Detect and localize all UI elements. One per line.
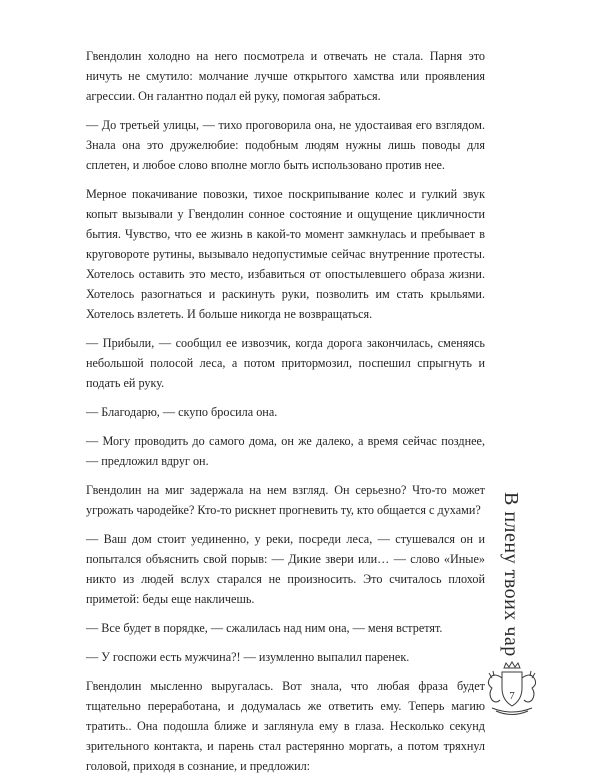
paragraph: — Прибыли, — сообщил ее извозчик, когда дорога закончилась, сменяясь небольшой полосой леса, а потом притормозил, поспешил спрыгнуть и подать ей руку.	[86, 336, 485, 390]
body-text	[86, 46, 485, 776]
paragraph: — Все будет в порядке, — сжалилась над ним она, — меня встретят.	[86, 621, 443, 635]
paragraph: Гвендолин холодно на него посмотрела и отвечать не стала. Парня это ничуть не смутило: молчание лучше открытого хамства или проявления агрессии. Он галантно подал ей руку, помогая забраться.	[86, 49, 485, 103]
paragraph: — Благодарю, — скупо бросила она.	[86, 405, 278, 419]
paragraph: — Ваш дом стоит уединенно, у реки, посреди леса, — стушевался он и попытался объяснить свой порыв: — Дикие звери или… — слово «Иные» никто из людей вслух старался не произносить. Это считалось плохой приметой: беды еще накличешь.	[86, 532, 485, 606]
paragraph: — До третьей улицы, — тихо проговорила она, не удостаивая его взглядом. Знала она это дружелюбие: подобным людям нужны лишь поводы для сплетен, и любое слово вполне могло быть использовано против нее.	[86, 118, 485, 172]
page-number: 7	[509, 690, 515, 702]
running-title: В плену твоих чар	[500, 491, 522, 657]
paragraph: Гвендолин мысленно выругалась. Вот знала, что любая фраза будет тщательно переработана, и додумалась же ответить ему. Теперь магию тратить.. Она подошла ближе и заглянула ему в глаза. Несколько секунд зрительного контакта, и парень стал растерянно моргать, а потом тряхнул головой, приходя в сознание, и предложил:	[86, 679, 485, 773]
paragraph: — Могу проводить до самого дома, он же далеко, а время сейчас позднее, — предложил вдруг он.	[86, 434, 485, 468]
paragraph: Гвендолин на миг задержала на нем взгляд. Он серьезно? Что-то может угрожать чародейке? Кто-то рискнет прогневить ту, кто общается с духами?	[86, 483, 485, 517]
paragraph: Мерное покачивание повозки, тихое поскрипывание колес и гулкий звук копыт вызывали у Гвендолин сонное состояние и ощущение цикличности бытия. Чувство, что ее жизнь в какой-то момент замкнулась и пребывает в круговороте рутины, вызывало недопустимые сейчас внутренние протесты. Хотелось оставить это место, избавиться от опостылевшего образа жизни. Хотелось разогнаться и раскинуть руки, позволить им стать крыльями. Хотелось взлететь. И больше никогда не возвращаться.	[86, 187, 485, 321]
paragraph: — У госпожи есть мужчина?! — изумленно выпалил паренек.	[86, 650, 410, 664]
